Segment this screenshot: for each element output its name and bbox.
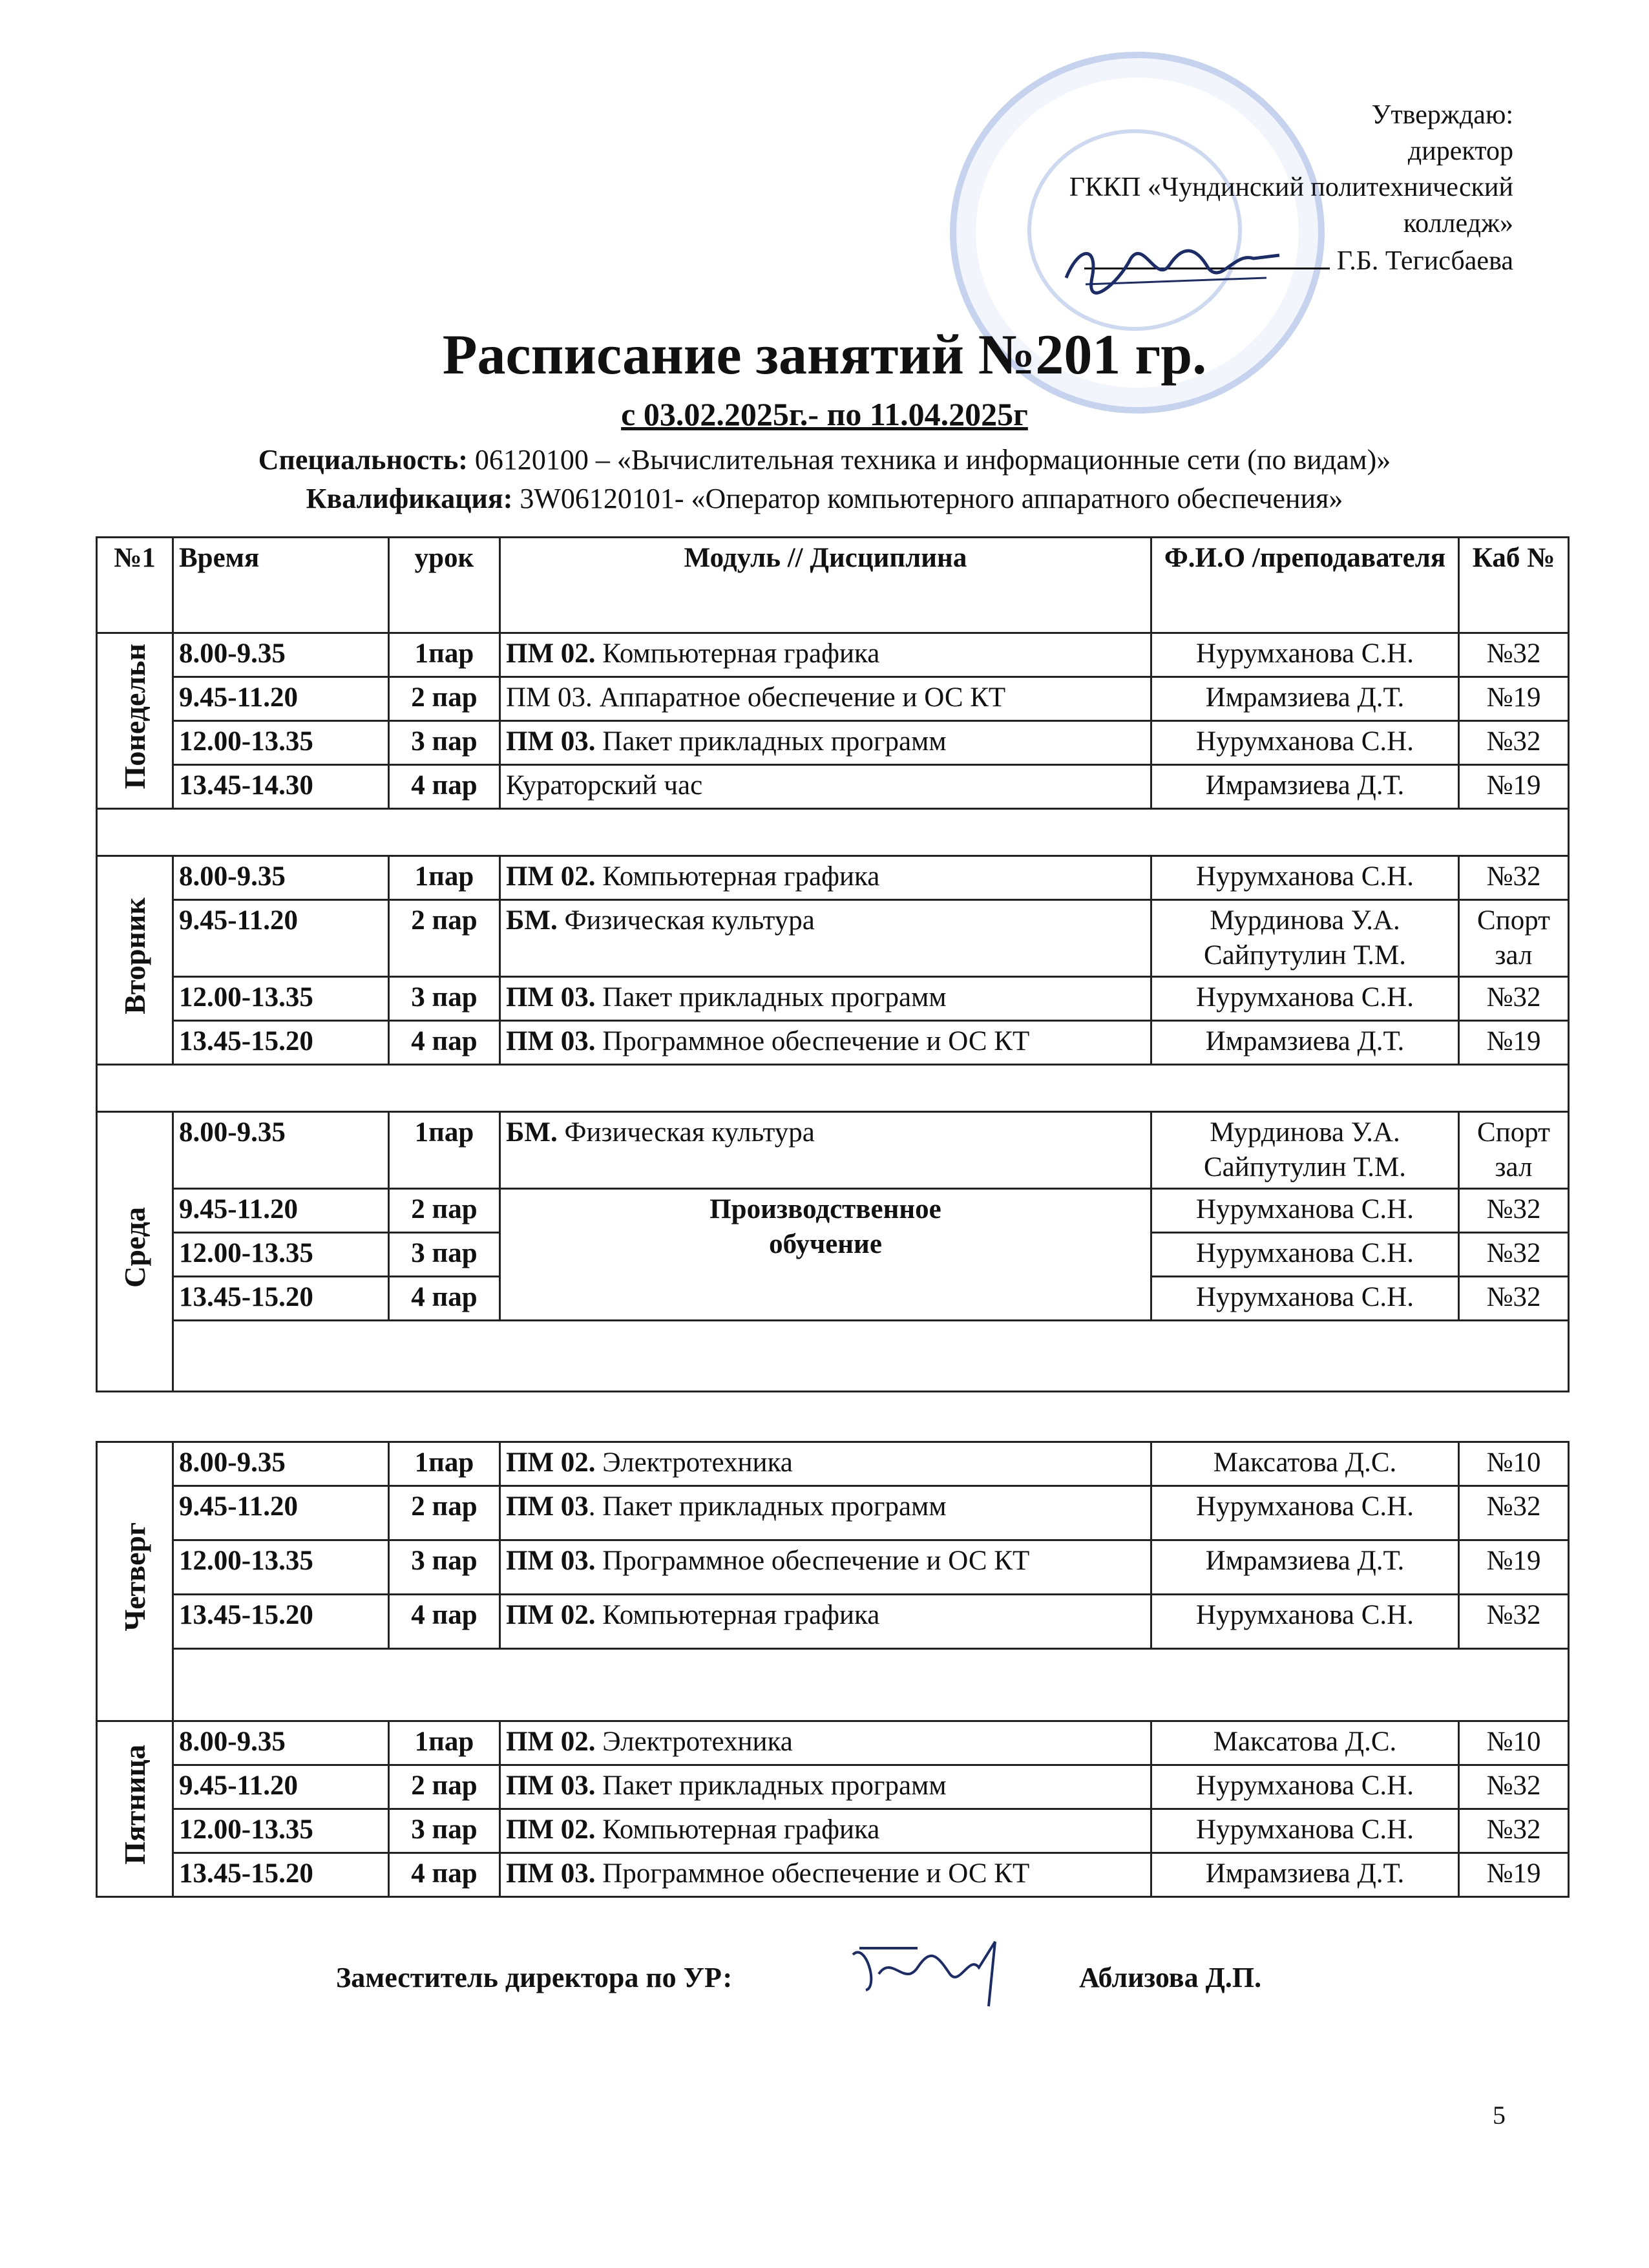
schedule-period [0,395,1649,433]
room-cell: №32 [1459,1189,1569,1233]
time-cell: 13.45-15.20 [173,1595,389,1649]
teacher-cell: Нурумханова С.Н. [1151,977,1459,1021]
table-row [97,677,1569,721]
subject-name: Компьютерная графика [595,638,880,669]
teacher-cell: Нурумханова С.Н. [1151,721,1459,765]
time-cell: 12.00-13.35 [173,1540,389,1595]
teacher-cell [1151,1112,1459,1189]
table-header-row [97,538,1569,633]
time-cell: 12.00-13.35 [173,977,389,1021]
header-number: №1 [97,538,173,633]
room-cell: №19 [1459,765,1569,809]
specialty-line [0,442,1649,478]
subject-name: Физическая культура [557,1117,815,1148]
time-cell: 9.45-11.20 [173,1765,389,1809]
time-cell: 13.45-15.20 [173,1277,389,1321]
teacher-cell: Имрамзиева Д.Т. [1151,677,1459,721]
module-code: ПМ 03. [506,1770,596,1801]
lesson-cell: 1пар [389,1112,500,1189]
room-cell: №10 [1459,1442,1569,1486]
qualification-label: Квалификация: [306,483,513,514]
room-cell: №19 [1459,1021,1569,1065]
day-label: Пятница [118,1744,151,1865]
subject-name: Физическая культура [557,905,815,936]
discipline-cell [500,1540,1151,1595]
discipline-cell [500,856,1151,900]
qualification-line [0,481,1649,517]
teacher-cell: Нурумханова С.Н. [1151,856,1459,900]
lesson-cell: 4 пар [389,1595,500,1649]
lesson-cell: 3 пар [389,721,500,765]
subject-name: Программное обеспечение и ОС КТ [595,1026,1030,1056]
time-cell: 9.45-11.20 [173,900,389,977]
subject-name: Пакет прикладных программ [595,982,947,1013]
subject-name: ПМ 03. Аппаратное обеспечение и ОС КТ [506,682,1006,713]
teacher-cell: Максатова Д.С. [1151,1721,1459,1765]
table-row [97,1021,1569,1065]
day-wednesday [97,1112,173,1392]
discipline-cell [500,677,1151,721]
room-cell [1459,900,1569,977]
discipline-cell [500,1442,1151,1486]
module-code: ПМ 02. [506,1447,596,1478]
room-cell [1459,1112,1569,1189]
teacher-cell: Нурумханова С.Н. [1151,1233,1459,1277]
lesson-cell: 3 пар [389,1540,500,1595]
lesson-cell: 2 пар [389,1189,500,1233]
separator-cell [173,1321,1569,1392]
time-cell: 8.00-9.35 [173,1112,389,1189]
header-teacher: Ф.И.О /преподавателя [1151,538,1459,633]
director-signature [1060,233,1292,297]
lesson-cell: 1пар [389,1721,500,1765]
discipline-cell [500,1486,1151,1540]
room-cell: №19 [1459,1853,1569,1897]
subject-name: Компьютерная графика [595,1600,880,1630]
subject-name: Пакет прикладных программ [595,1770,947,1801]
time-cell: 8.00-9.35 [173,633,389,677]
discipline-cell [500,1112,1151,1189]
lesson-cell: 4 пар [389,765,500,809]
room-line-1: Спорт [1477,905,1550,936]
teacher-cell [1151,900,1459,977]
room-cell: №32 [1459,977,1569,1021]
room-cell: №32 [1459,1809,1569,1853]
subject-name: Программное обеспечение и ОС КТ [595,1546,1030,1576]
teacher-cell: Нурумханова С.Н. [1151,633,1459,677]
discipline-cell [500,765,1151,809]
module-code: ПМ 03 [506,1491,589,1522]
teacher-name-2: Сайпутулин Т.М. [1203,940,1407,971]
deputy-name: Аблизова Д.П. [1079,1962,1262,1993]
module-code: ПМ 03. [506,982,596,1013]
room-cell: №32 [1459,633,1569,677]
module-code: ПМ 03. [506,726,596,757]
table-row [97,1595,1569,1649]
teacher-cell: Нурумханова С.Н. [1151,1486,1459,1540]
teacher-cell: Нурумханова С.Н. [1151,1595,1459,1649]
table-row [97,633,1569,677]
day-label: Вторник [118,897,151,1014]
approval-line-2: директор [1407,136,1513,166]
day-tuesday [97,856,173,1065]
header-discipline: Модуль // Дисциплина [500,538,1151,633]
module-code: ПМ 02. [506,1727,596,1757]
teacher-cell: Максатова Д.С. [1151,1442,1459,1486]
time-cell: 8.00-9.35 [173,856,389,900]
specialty-label: Специальность: [258,444,468,476]
header-lesson: урок [389,538,500,633]
time-cell: 9.45-11.20 [173,1486,389,1540]
discipline-cell [500,1809,1151,1853]
specialty-value: 06120100 – «Вычислительная техника и информационные сети (по видам)» [474,444,1391,476]
module-code: ПМ 02. [506,1814,596,1845]
day-monday [97,633,173,809]
module-code: БМ. [506,1117,558,1148]
teacher-cell: Нурумханова С.Н. [1151,1809,1459,1853]
page-number: 5 [1493,2101,1506,2130]
header-room: Каб № [1459,538,1569,633]
schedule-period-text: с 03.02.2025г.- по 11.04.2025г [621,396,1028,432]
teacher-cell: Имрамзиева Д.Т. [1151,765,1459,809]
teacher-name: Мурдинова У.А. [1210,1117,1400,1148]
table-row [97,977,1569,1021]
subject-name: Программное обеспечение и ОС КТ [595,1858,1030,1889]
day-bottom-spacer [97,1321,1569,1392]
time-cell: 12.00-13.35 [173,1233,389,1277]
time-cell: 8.00-9.35 [173,1442,389,1486]
discipline-cell [500,1021,1151,1065]
discipline-cell [500,977,1151,1021]
discipline-cell [500,900,1151,977]
teacher-name-2: Сайпутулин Т.М. [1203,1152,1407,1182]
room-line-1: Спорт [1477,1117,1550,1148]
module-code: ПМ 03. [506,1026,596,1056]
time-cell: 9.45-11.20 [173,677,389,721]
table-row [97,1486,1569,1540]
day-label: Понедельн [118,643,151,790]
room-cell: №32 [1459,1233,1569,1277]
deputy-signature [840,1929,1034,2013]
module-code: БМ. [506,905,558,936]
table-row [97,900,1569,977]
page-title: Расписание занятий №201 гр. [442,324,1207,386]
lesson-cell: 3 пар [389,1233,500,1277]
subject-name: Компьютерная графика [595,861,880,892]
merged-line-2: обучение [769,1229,882,1259]
lesson-cell: 3 пар [389,977,500,1021]
discipline-cell [500,633,1151,677]
time-cell: 13.45-14.30 [173,765,389,809]
room-cell: №19 [1459,677,1569,721]
lesson-cell: 2 пар [389,900,500,977]
teacher-cell: Имрамзиева Д.Т. [1151,1853,1459,1897]
room-cell: №32 [1459,1486,1569,1540]
module-code: ПМ 02. [506,861,596,892]
table-row [97,1853,1569,1897]
lesson-cell: 4 пар [389,1853,500,1897]
room-cell: №32 [1459,856,1569,900]
separator-cell [173,1649,1569,1721]
module-code: ПМ 03. [506,1858,596,1889]
time-cell: 9.45-11.20 [173,1189,389,1233]
time-cell: 13.45-15.20 [173,1853,389,1897]
day-separator [97,1065,1569,1112]
table-row [97,856,1569,900]
lesson-cell: 1пар [389,856,500,900]
subject-name: Компьютерная графика [595,1814,880,1845]
day-bottom-spacer [97,1649,1569,1721]
day-label: Четверг [118,1522,151,1632]
qualification-value: 3W06120101- «Оператор компьютерного аппаратного обеспечения» [520,483,1343,514]
table-row [97,721,1569,765]
director-name: Г.Б. Тегисбаева [1336,246,1513,276]
lesson-cell: 3 пар [389,1809,500,1853]
separator-cell [97,809,1569,856]
header-time: Время [173,538,389,633]
room-cell: №32 [1459,1277,1569,1321]
table-row [97,1112,1569,1189]
merged-discipline-cell [500,1189,1151,1321]
day-separator [97,809,1569,856]
schedule-table-part1 [96,536,1570,1392]
lesson-cell: 1пар [389,1442,500,1486]
module-code: ПМ 03. [506,1546,596,1576]
room-cell: №32 [1459,1765,1569,1809]
room-line-2: зал [1495,1152,1533,1182]
room-cell: №32 [1459,1595,1569,1649]
table-row [97,765,1569,809]
day-thursday [97,1442,173,1721]
teacher-cell: Нурумханова С.Н. [1151,1189,1459,1233]
time-cell: 12.00-13.35 [173,1809,389,1853]
lesson-cell: 4 пар [389,1277,500,1321]
module-code: ПМ 02. [506,638,596,669]
table-row [97,1189,1569,1233]
lesson-cell: 1пар [389,633,500,677]
subject-name: Пакет прикладных программ [595,726,947,757]
teacher-name: Мурдинова У.А. [1210,905,1400,936]
lesson-cell: 2 пар [389,1486,500,1540]
separator-cell [97,1065,1569,1112]
teacher-cell: Имрамзиева Д.Т. [1151,1021,1459,1065]
subject-name: . Пакет прикладных программ [588,1491,947,1522]
discipline-cell [500,1853,1151,1897]
discipline-cell [500,1765,1151,1809]
discipline-cell [500,1595,1151,1649]
teacher-cell: Нурумханова С.Н. [1151,1277,1459,1321]
time-cell: 12.00-13.35 [173,721,389,765]
teacher-cell: Имрамзиева Д.Т. [1151,1540,1459,1595]
merged-line-1: Производственное [709,1194,941,1224]
subject-name: Электротехника [595,1447,793,1478]
table-row [97,1809,1569,1853]
subject-name: Электротехника [595,1727,793,1757]
approval-line-1: Утверждаю: [1371,100,1513,130]
lesson-cell: 2 пар [389,1765,500,1809]
time-cell: 13.45-15.20 [173,1021,389,1065]
subject-name: Кураторский час [506,770,703,801]
room-cell: №19 [1459,1540,1569,1595]
table-row [97,1442,1569,1486]
time-cell: 8.00-9.35 [173,1721,389,1765]
deputy-label: Заместитель директора по УР: [336,1962,733,1993]
module-code: ПМ 02. [506,1600,596,1630]
discipline-cell [500,721,1151,765]
table-row [97,1721,1569,1765]
room-cell: №10 [1459,1721,1569,1765]
day-label: Среда [118,1206,151,1288]
table-row [97,1765,1569,1809]
lesson-cell: 4 пар [389,1021,500,1065]
schedule-table-part2 [96,1441,1570,1898]
approval-line-3: ГККП «Чундинский политехнический [1069,173,1513,202]
room-cell: №32 [1459,721,1569,765]
lesson-cell: 2 пар [389,677,500,721]
discipline-cell [500,1721,1151,1765]
teacher-cell: Нурумханова С.Н. [1151,1765,1459,1809]
day-friday [97,1721,173,1897]
table-row [97,1540,1569,1595]
approval-line-4: колледж» [1403,209,1513,238]
room-line-2: зал [1495,940,1533,971]
